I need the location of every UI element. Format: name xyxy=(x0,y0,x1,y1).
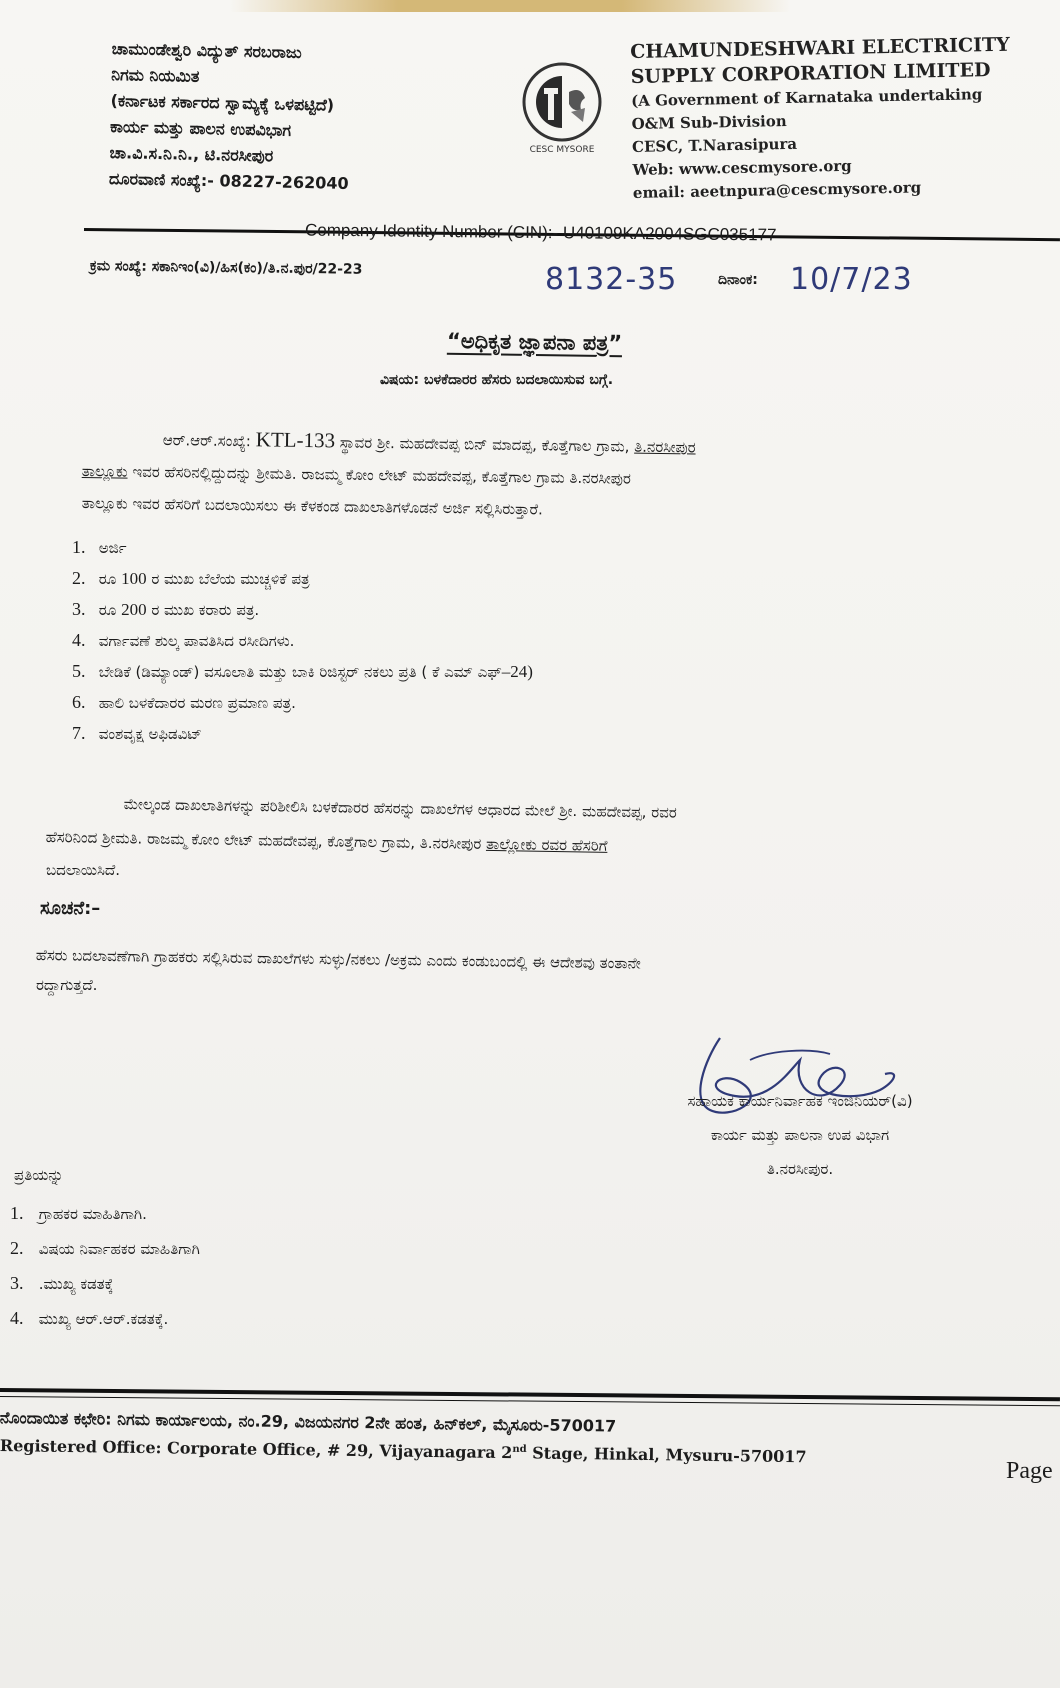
kannada-header-line: ಕಾರ್ಯ ಮತ್ತು ಪಾಲನ ಉಪವಿಭಾಗ xyxy=(109,116,292,140)
list-item-number: 3. xyxy=(10,1273,24,1293)
intro-text: ಸ್ಥಾವರ ಶ್ರೀ. ಮಹದೇವಪ್ಪ ಬಿನ್ ಮಾದಪ್ಪ, ಕೊತ್ತೆಗಾಲ ಗ್ರಾಮ, xyxy=(339,433,630,456)
reference-number: ಕ್ರಮ ಸಂಖ್ಯೆ: ಸಕಾನಿಇಂ(ವಿ)/ಹಿಸ(ಕಂ)/ತಿ.ನ.ಪುರ/22-23 xyxy=(89,258,363,278)
kannada-header-line: ಚಾ.ವಿ.ಸ.ನಿ.ನಿ., ಟಿ.ನರಸೀಪುರ xyxy=(109,142,274,166)
signatory-place: ತಿ.ನರಸೀಪುರ. xyxy=(766,1160,834,1178)
rr-number: KTL-133 xyxy=(255,427,336,453)
cesc-logo xyxy=(514,52,610,162)
list-item-amount: –24) xyxy=(501,662,533,681)
list-item xyxy=(72,687,533,718)
copies-list xyxy=(10,1196,200,1336)
list-item-text: ರೂ xyxy=(98,570,122,588)
signatory-block xyxy=(590,1084,1010,1186)
list-item-text: ಬೇಡಿಕೆ (ಡಿಮ್ಯಾಂಡ್) ವಸೂಲಾತಿ ಮತ್ತು ಬಾಕಿ ರಿಜಿಸ್ಟರ್ ನಕಲು ಪ್ರತಿ ( ಕೆ ಎಮ್ ಎಫ್ xyxy=(98,663,502,681)
list-item xyxy=(10,1196,200,1231)
english-header-line: O&M Sub-Division xyxy=(631,112,787,133)
english-header-line: email: aeetnpura@cescmysore.org xyxy=(632,178,922,202)
list-item xyxy=(10,1231,200,1266)
footer-rule-thick xyxy=(0,1388,1060,1401)
list-item xyxy=(72,656,533,687)
list-item-text: .ಮುಖ್ಯ ಕಡತಕ್ಕೆ xyxy=(38,1275,114,1293)
decision-line-1: ಮೇಲ್ಕಂಡ ದಾಖಲಾತಿಗಳನ್ನು ಪರಿಶೀಲಿಸಿ ಬಳಕೆದಾರರ ಹೆಸರನ್ನು ದಾಖಲೆಗಳ ಆಧಾರದ ಮೇಲೆ ಶ್ರೀ. ಮಹದೇವಪ್ಪ, ರವರ xyxy=(123,794,677,822)
list-item-amount: 100 xyxy=(121,569,147,588)
list-item xyxy=(10,1301,200,1336)
cin-line: Company Identity Number (CIN):- U40109KA2004SGC035177 xyxy=(304,220,777,245)
decision-line-2 xyxy=(46,822,608,861)
list-item-number: 7. xyxy=(72,723,86,743)
intro-line-3: ತಾಲ್ಲೂಕು ಇವರ ಹೆಸರಿಗೆ ಬದಲಾಯಿಸಲು ಈ ಕೆಳಕಂಡ ದಾಖಲಾತಿಗಳೊಡನೆ ಅರ್ಜಿ ಸಲ್ಲಿಸಿರುತ್ತಾರೆ. xyxy=(81,493,543,519)
intro-text: ಇವರ ಹೆಸರಿನಲ್ಲಿದ್ದುದನ್ನು ಶ್ರೀಮತಿ. ರಾಜಮ್ಮ ಕೋಂ ಲೇಟ್ ಮಹದೇವಪ್ಪ, ಕೊತ್ತೆಗಾಲ ಗ್ರಾಮ ತಿ.ನರಸೀಪುರ xyxy=(132,462,632,488)
decision-line-3: ಬದಲಾಯಿಸಿದೆ. xyxy=(46,861,120,879)
list-item-number: 1. xyxy=(10,1203,24,1223)
signatory-designation: ಸಹಾಯಕ ಕಾರ್ಯನಿರ್ವಾಹಕ ಇಂಜಿನಿಯರ್(ವಿ) xyxy=(687,1092,913,1110)
kannada-header-line: ದೂರವಾಣಿ ಸಂಖ್ಯೆ:- 08227-262040 xyxy=(108,168,349,193)
intro-line-1 xyxy=(163,423,696,462)
list-item-number: 4. xyxy=(72,630,86,650)
list-item-amount: 200 xyxy=(121,600,147,619)
kannada-header-line: ಚಾಮುಂಡೇಶ್ವರಿ ವಿದ್ಯುತ್ ಸರಬರಾಜು xyxy=(111,38,302,62)
list-item-number: 2. xyxy=(72,568,86,588)
list-item-text: ಹಾಲಿ ಬಳಕೆದಾರರ ಮರಣ ಪ್ರಮಾಣ ಪತ್ರ. xyxy=(98,694,296,712)
handwritten-date: 10/7/23 xyxy=(790,262,913,297)
kannada-header-line: ನಿಗಮ ನಿಯಮಿತ xyxy=(110,64,200,86)
signatory-office: ಕಾರ್ಯ ಮತ್ತು ಪಾಲನಾ ಉಪ ವಿಭಾಗ xyxy=(710,1126,890,1144)
intro-line-2 xyxy=(82,456,632,494)
copies-title: ಪ್ರತಿಯನ್ನು xyxy=(14,1166,64,1184)
footer-english-address xyxy=(0,1436,807,1466)
note-line-2: ರದ್ದಾಗುತ್ತದೆ. xyxy=(36,976,98,994)
list-item-number: 2. xyxy=(10,1238,24,1258)
list-item-number: 6. xyxy=(72,692,86,712)
date-label: ದಿನಾಂಕ: xyxy=(718,272,758,288)
intro-underlined-text: ತಾಲ್ಲೂಕು xyxy=(81,461,128,481)
rr-label: ಆರ್.ಆರ್.ಸಂಖ್ಯೆ: xyxy=(162,430,252,451)
list-item xyxy=(72,532,533,563)
english-header-line: Web: www.cescmysore.org xyxy=(632,156,852,179)
note-line-1: ಹೆಸರು ಬದಲಾವಣೆಗಾಗಿ ಗ್ರಾಹಕರು ಸಲ್ಲಿಸಿರುವ ದಾಖಲೆಗಳು ಸುಳ್ಳು/ನಕಲು /ಅಕ್ರಮ ಎಂದು ಕಂಡುಬಂದಲ್ಲಿ ಈ ಆದೇಶವು ತಂತಾನೇ xyxy=(35,945,641,973)
english-header xyxy=(630,33,1013,205)
english-header-line: CESC, T.Narasipura xyxy=(631,134,798,156)
intro-underlined-text: ತಿ.ನರಸೀಪುರ xyxy=(634,437,696,457)
list-item xyxy=(72,625,533,656)
list-item-text: ಮುಖ್ಯ ಆರ್.ಆರ್.ಕಡತಕ್ಕೆ. xyxy=(38,1310,169,1328)
list-item-text: ಗ್ರಾಹಕರ ಮಾಹಿತಿಗಾಗಿ. xyxy=(38,1205,147,1223)
memo-title: “ಅಧಿಕೃತ ಜ್ಞಾಪನಾ ಪತ್ರ” xyxy=(446,328,623,356)
list-item-number: 1. xyxy=(72,537,86,557)
kannada-header xyxy=(109,36,352,197)
footer-english-text: Stage, Hinkal, Mysuru-570017 xyxy=(526,1443,807,1467)
note-title: ಸೂಚನೆ:– xyxy=(40,898,101,919)
kannada-header-line: (ಕರ್ನಾಟಕ ಸರ್ಕಾರದ ಸ್ವಾಮ್ಯಕ್ಕೆ ಒಳಪಟ್ಟಿದೆ) xyxy=(110,90,335,115)
list-item-text: ರ ಮುಖ ಕರಾರು ಪತ್ರ. xyxy=(146,601,260,619)
page-label: Page xyxy=(1006,1458,1053,1484)
footer-english-text: Registered Office: Corporate Office, # 29, Vijayanagara 2 xyxy=(0,1436,513,1463)
decision-underlined-text: ತಾಲ್ಲೋಕು ರವರ ಹೆಸರಿಗೆ xyxy=(485,834,608,855)
list-item-text: ವಂಶವೃಕ್ಷ ಅಫಿಡವಿಟ್ xyxy=(98,725,202,743)
scan-edge-strip xyxy=(230,0,790,12)
decision-text: ಹೆಸರಿನಿಂದ ಶ್ರೀಮತಿ. ರಾಜಮ್ಮ ಕೋಂ ಲೇಟ್ ಮಹದೇವಪ್ಪ, ಕೊತ್ತೆಗಾಲ ಗ್ರಾಮ, ತಿ.ನರಸೀಪುರ xyxy=(45,827,482,853)
list-item-number: 4. xyxy=(10,1308,24,1328)
english-header-line: SUPPLY CORPORATION LIMITED xyxy=(630,59,991,88)
list-item-text: ರೂ xyxy=(98,601,122,619)
list-item-number: 5. xyxy=(72,661,86,681)
list-item-text: ವಿಷಯ ನಿರ್ವಾಹಕರ ಮಾಹಿತಿಗಾಗಿ xyxy=(38,1240,200,1258)
footer-superscript: nd xyxy=(512,1443,527,1456)
list-item xyxy=(72,594,533,625)
list-item-text: ವರ್ಗಾವಣೆ ಶುಲ್ಕ ಪಾವತಿಸಿದ ರಸೀದಿಗಳು. xyxy=(98,632,295,650)
subject-line: ವಿಷಯ: ಬಳಕೆದಾರರ ಹೆಸರು ಬದಲಾಯಿಸುವ ಬಗ್ಗೆ. xyxy=(380,372,614,388)
documents-list xyxy=(72,532,533,749)
list-item xyxy=(72,718,533,749)
list-item xyxy=(72,563,533,594)
list-item xyxy=(10,1266,200,1301)
logo-caption: CESC MYSORE xyxy=(529,145,595,155)
list-item-number: 3. xyxy=(72,599,86,619)
handwritten-reference-number: 8132-35 xyxy=(545,262,678,297)
footer-kannada-address: ನೊಂದಾಯಿತ ಕಛೇರಿ: ನಿಗಮ ಕಾರ್ಯಾಲಯ, ನಂ.29, ವಿಜಯನಗರ 2ನೇ ಹಂತ, ಹಿನ್‌ಕಲ್, ಮೈಸೂರು-570017 xyxy=(0,1408,617,1436)
english-header-line: CHAMUNDESHWARI ELECTRICITY xyxy=(630,33,1010,63)
list-item-text: ರ ಮುಖ ಬೆಲೆಯ ಮುಚ್ಚಳಿಕೆ ಪತ್ರ xyxy=(146,570,310,588)
english-header-line: (A Government of Karnataka undertaking xyxy=(630,85,983,110)
list-item-text: ಅರ್ಜಿ xyxy=(98,539,127,557)
